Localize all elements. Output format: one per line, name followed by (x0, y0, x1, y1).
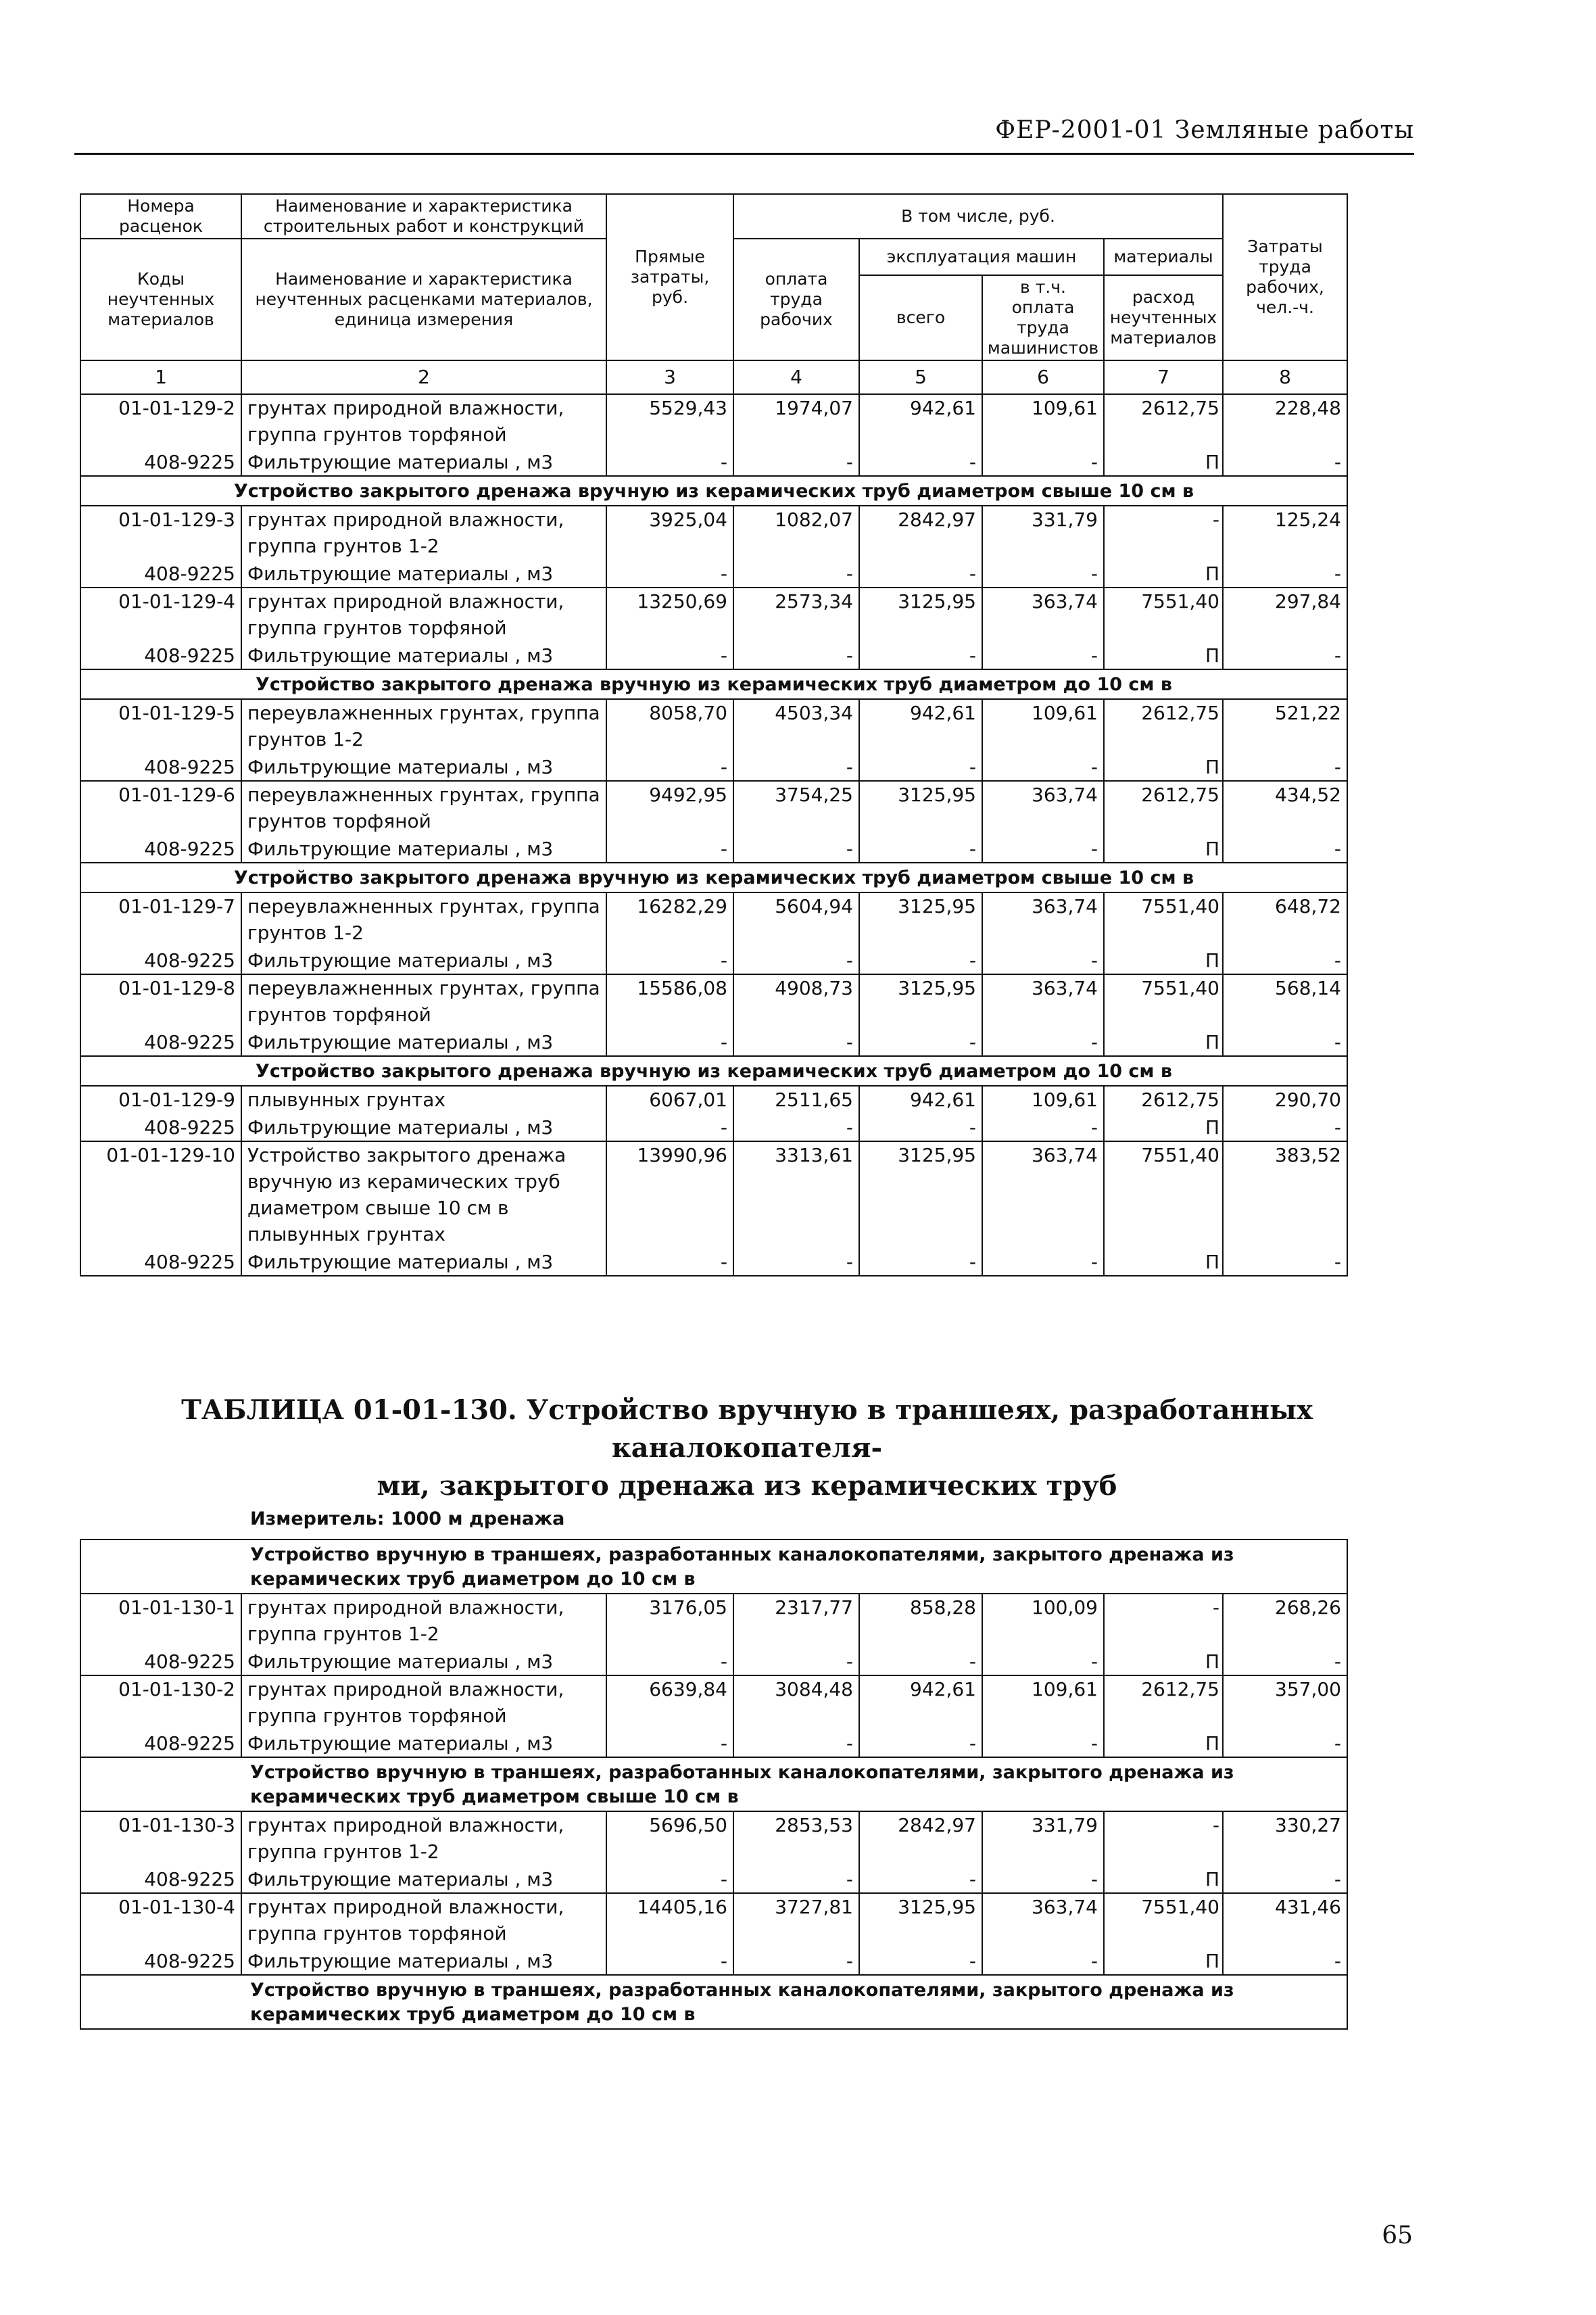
direct-costs: - (606, 835, 733, 863)
labor-costs: 383,52 (1223, 1141, 1347, 1248)
direct-costs: - (606, 1114, 733, 1141)
material-name: Фильтрующие материалы , м3 (241, 448, 606, 476)
direct-costs: - (606, 1947, 733, 1975)
materials: 7551,40 (1104, 892, 1223, 947)
materials: П (1104, 1648, 1223, 1675)
rate-code: 01-01-130-1 (80, 1594, 241, 1648)
rate-row (80, 781, 1347, 835)
rate-row (80, 1675, 1347, 1729)
material-code: 408-9225 (80, 835, 241, 863)
machinist-pay: 331,79 (982, 506, 1104, 560)
worker-pay: 4503,34 (733, 699, 859, 753)
rate-name: грунтах природной влажности, группа грунтов торфяной (241, 588, 606, 642)
materials: 2612,75 (1104, 1086, 1223, 1114)
rate-name: Устройство закрытого дренажа вручную из керамических труб диаметром свыше 10 см в плывунных грунтах (241, 1141, 606, 1248)
rate-name: грунтах природной влажности, группа грунтов 1-2 (241, 506, 606, 560)
direct-costs: 15586,08 (606, 974, 733, 1028)
header-worker-pay: оплата труда рабочих (733, 239, 859, 360)
machinist-pay: - (982, 753, 1104, 781)
material-row (80, 1947, 1347, 1975)
column-number: 2 (241, 360, 606, 394)
materials: П (1104, 1947, 1223, 1975)
material-code: 408-9225 (80, 1947, 241, 1975)
materials: 2612,75 (1104, 1675, 1223, 1729)
machines-total: 942,61 (859, 1675, 982, 1729)
rate-row (80, 699, 1347, 753)
labor-costs: - (1223, 1114, 1347, 1141)
material-row (80, 448, 1347, 476)
header-including: В том числе, руб. (733, 194, 1223, 239)
direct-costs: 16282,29 (606, 892, 733, 947)
header-direct-costs: Прямые затраты, руб. (606, 194, 733, 360)
machines-total: 3125,95 (859, 588, 982, 642)
direct-costs: - (606, 1865, 733, 1893)
material-row (80, 835, 1347, 863)
machines-total: 3125,95 (859, 1141, 982, 1248)
section-heading: Устройство закрытого дренажа вручную из керамических труб диаметром до 10 см в (80, 1056, 1347, 1086)
direct-costs: - (606, 753, 733, 781)
labor-costs: 290,70 (1223, 1086, 1347, 1114)
worker-pay: - (733, 947, 859, 974)
machinist-pay: - (982, 448, 1104, 476)
rate-row (80, 1893, 1347, 1947)
worker-pay: - (733, 1865, 859, 1893)
direct-costs: 6639,84 (606, 1675, 733, 1729)
column-number: 5 (859, 360, 982, 394)
materials: 7551,40 (1104, 1141, 1223, 1248)
machinist-pay: 363,74 (982, 588, 1104, 642)
material-code: 408-9225 (80, 1028, 241, 1056)
direct-costs: 3176,05 (606, 1594, 733, 1648)
material-code: 408-9225 (80, 1648, 241, 1675)
material-code: 408-9225 (80, 1248, 241, 1276)
rate-name: грунтах природной влажности, группа грунтов 1-2 (241, 1811, 606, 1865)
rates-table-130 (80, 1502, 1348, 2030)
labor-costs: - (1223, 947, 1347, 974)
section-row (80, 669, 1347, 699)
section-heading: Устройство вручную в траншеях, разработанных каналокопателями, закрытого дренажа из керамических труб диаметром свыше 10 см в (80, 1757, 1347, 1811)
material-code: 408-9225 (80, 1729, 241, 1757)
materials: П (1104, 1114, 1223, 1141)
rate-code: 01-01-129-9 (80, 1086, 241, 1114)
table-title-line: ТАБЛИЦА 01-01-130. Устройство вручную в траншеях, разработанных каналокопателя- (181, 1394, 1313, 1464)
materials: П (1104, 1028, 1223, 1056)
material-row (80, 1865, 1347, 1893)
machinist-pay: 363,74 (982, 1893, 1104, 1947)
worker-pay: - (733, 1114, 859, 1141)
material-row (80, 560, 1347, 588)
rate-code: 01-01-129-10 (80, 1141, 241, 1248)
labor-costs: 268,26 (1223, 1594, 1347, 1648)
rate-code: 01-01-130-4 (80, 1893, 241, 1947)
rate-code: 01-01-129-6 (80, 781, 241, 835)
header-machinist-pay: в т.ч. оплата труда машинистов (982, 275, 1104, 360)
labor-costs: 297,84 (1223, 588, 1347, 642)
rate-row (80, 974, 1347, 1028)
page-header: ФЕР-2001-01 Земляные работы (995, 116, 1414, 144)
machines-total: - (859, 1729, 982, 1757)
materials: П (1104, 947, 1223, 974)
rate-row (80, 1811, 1347, 1865)
worker-pay: - (733, 1947, 859, 1975)
header-machines-total: всего (859, 275, 982, 360)
machines-total: - (859, 448, 982, 476)
materials: 2612,75 (1104, 394, 1223, 448)
rate-row (80, 1594, 1347, 1648)
material-row (80, 1114, 1347, 1141)
machinist-pay: - (982, 1648, 1104, 1675)
material-name: Фильтрующие материалы , м3 (241, 753, 606, 781)
machinist-pay: - (982, 835, 1104, 863)
direct-costs: - (606, 947, 733, 974)
rate-code: 01-01-129-2 (80, 394, 241, 448)
material-row (80, 1648, 1347, 1675)
direct-costs: 8058,70 (606, 699, 733, 753)
material-row (80, 642, 1347, 669)
worker-pay: - (733, 642, 859, 669)
material-code: 408-9225 (80, 560, 241, 588)
machines-total: - (859, 1028, 982, 1056)
direct-costs: 13250,69 (606, 588, 733, 642)
machinist-pay: 109,61 (982, 699, 1104, 753)
worker-pay: - (733, 1729, 859, 1757)
rate-row (80, 588, 1347, 642)
machines-total: - (859, 1248, 982, 1276)
material-row (80, 1729, 1347, 1757)
machinist-pay: 109,61 (982, 1675, 1104, 1729)
labor-costs: 357,00 (1223, 1675, 1347, 1729)
materials: П (1104, 835, 1223, 863)
machinist-pay: - (982, 947, 1104, 974)
section-heading: Устройство закрытого дренажа вручную из керамических труб диаметром до 10 см в (80, 669, 1347, 699)
materials: - (1104, 1811, 1223, 1865)
direct-costs: 3925,04 (606, 506, 733, 560)
material-name: Фильтрующие материалы , м3 (241, 1947, 606, 1975)
materials: П (1104, 560, 1223, 588)
rate-name: переувлажненных грунтах, группа грунтов торфяной (241, 781, 606, 835)
machinist-pay: - (982, 1947, 1104, 1975)
rate-name: плывунных грунтах (241, 1086, 606, 1114)
machinist-pay: 363,74 (982, 974, 1104, 1028)
materials: 7551,40 (1104, 1893, 1223, 1947)
machines-total: - (859, 1947, 982, 1975)
machines-total: 2842,97 (859, 506, 982, 560)
materials: П (1104, 448, 1223, 476)
section-row (80, 1757, 1347, 1811)
machinist-pay: - (982, 642, 1104, 669)
section-heading: Устройство закрытого дренажа вручную из керамических труб диаметром свыше 10 см в (80, 476, 1347, 506)
worker-pay: - (733, 1248, 859, 1276)
materials: - (1104, 1594, 1223, 1648)
header-machines: эксплуатация машин (859, 239, 1104, 275)
measurement-unit: Измеритель: 1000 м дренажа (80, 1503, 1347, 1540)
rate-code: 01-01-129-8 (80, 974, 241, 1028)
material-name: Фильтрующие материалы , м3 (241, 560, 606, 588)
materials: П (1104, 1248, 1223, 1276)
material-name: Фильтрующие материалы , м3 (241, 1648, 606, 1675)
labor-costs: 125,24 (1223, 506, 1347, 560)
materials: - (1104, 506, 1223, 560)
direct-costs: - (606, 1248, 733, 1276)
direct-costs: - (606, 560, 733, 588)
rate-code: 01-01-130-2 (80, 1675, 241, 1729)
table-title-line: ми, закрытого дренажа из керамических труб (377, 1470, 1117, 1502)
worker-pay: - (733, 1648, 859, 1675)
machinist-pay: 331,79 (982, 1811, 1104, 1865)
section-heading: Устройство закрытого дренажа вручную из керамических труб диаметром свыше 10 см в (80, 863, 1347, 892)
rate-row (80, 1086, 1347, 1114)
worker-pay: - (733, 1028, 859, 1056)
direct-costs: - (606, 642, 733, 669)
material-name: Фильтрующие материалы , м3 (241, 1248, 606, 1276)
materials: П (1104, 753, 1223, 781)
rate-code: 01-01-129-4 (80, 588, 241, 642)
machinist-pay: - (982, 1028, 1104, 1056)
labor-costs: - (1223, 1947, 1347, 1975)
machinist-pay: 109,61 (982, 394, 1104, 448)
section-row (80, 863, 1347, 892)
labor-costs: - (1223, 1865, 1347, 1893)
rate-name: грунтах природной влажности, группа грунтов 1-2 (241, 1594, 606, 1648)
labor-costs: - (1223, 448, 1347, 476)
machines-total: 942,61 (859, 394, 982, 448)
section-heading: Устройство вручную в траншеях, разработанных каналокопателями, закрытого дренажа из керамических труб диаметром до 10 см в (80, 1975, 1347, 2029)
labor-costs: 521,22 (1223, 699, 1347, 753)
worker-pay: 2853,53 (733, 1811, 859, 1865)
labor-costs: 568,14 (1223, 974, 1347, 1028)
rate-code: 01-01-130-3 (80, 1811, 241, 1865)
header-labor-costs: Затраты труда рабочих, чел.-ч. (1223, 194, 1347, 360)
direct-costs: 6067,01 (606, 1086, 733, 1114)
machinist-pay: 363,74 (982, 892, 1104, 947)
worker-pay: 2511,65 (733, 1086, 859, 1114)
materials: П (1104, 1729, 1223, 1757)
material-row (80, 1248, 1347, 1276)
section-row (80, 476, 1347, 506)
labor-costs: 228,48 (1223, 394, 1347, 448)
machines-total: - (859, 1865, 982, 1893)
column-number: 6 (982, 360, 1104, 394)
column-number: 8 (1223, 360, 1347, 394)
material-code: 408-9225 (80, 642, 241, 669)
rate-name: переувлажненных грунтах, группа грунтов 1-2 (241, 892, 606, 947)
section-row (80, 1975, 1347, 2029)
labor-costs: 648,72 (1223, 892, 1347, 947)
worker-pay: 3754,25 (733, 781, 859, 835)
worker-pay: 4908,73 (733, 974, 859, 1028)
material-code: 408-9225 (80, 448, 241, 476)
rate-code: 01-01-129-7 (80, 892, 241, 947)
direct-costs: - (606, 1648, 733, 1675)
machines-total: - (859, 947, 982, 974)
machinist-pay: 109,61 (982, 1086, 1104, 1114)
direct-costs: 13990,96 (606, 1141, 733, 1248)
rate-name: переувлажненных грунтах, группа грунтов 1-2 (241, 699, 606, 753)
worker-pay: - (733, 448, 859, 476)
machines-total: - (859, 1648, 982, 1675)
header-material-consumption: расход неучтенных материалов (1104, 275, 1223, 360)
direct-costs: - (606, 1729, 733, 1757)
machinist-pay: - (982, 1114, 1104, 1141)
worker-pay: 3084,48 (733, 1675, 859, 1729)
rate-code: 01-01-129-5 (80, 699, 241, 753)
section-row (80, 1056, 1347, 1086)
direct-costs: 14405,16 (606, 1893, 733, 1947)
column-number: 3 (606, 360, 733, 394)
worker-pay: - (733, 835, 859, 863)
material-code: 408-9225 (80, 753, 241, 781)
rates-table-129 (80, 193, 1348, 1276)
table-body (80, 1540, 1347, 2029)
labor-costs: - (1223, 753, 1347, 781)
direct-costs: - (606, 1028, 733, 1056)
table-body (80, 394, 1347, 1276)
direct-costs: 5529,43 (606, 394, 733, 448)
rate-row (80, 1141, 1347, 1248)
labor-costs: 431,46 (1223, 1893, 1347, 1947)
labor-costs: 434,52 (1223, 781, 1347, 835)
rate-name: грунтах природной влажности, группа грунтов торфяной (241, 1893, 606, 1947)
rate-name: переувлажненных грунтах, группа грунтов торфяной (241, 974, 606, 1028)
material-name: Фильтрующие материалы , м3 (241, 642, 606, 669)
machines-total: 2842,97 (859, 1811, 982, 1865)
machines-total: 858,28 (859, 1594, 982, 1648)
rate-row (80, 506, 1347, 560)
worker-pay: - (733, 560, 859, 588)
machines-total: - (859, 1114, 982, 1141)
machinist-pay: 363,74 (982, 781, 1104, 835)
machines-total: 3125,95 (859, 974, 982, 1028)
worker-pay: 2317,77 (733, 1594, 859, 1648)
material-name: Фильтрующие материалы , м3 (241, 1028, 606, 1056)
materials: 2612,75 (1104, 699, 1223, 753)
machines-total: - (859, 560, 982, 588)
rate-name: грунтах природной влажности, группа грунтов торфяной (241, 1675, 606, 1729)
material-row (80, 1028, 1347, 1056)
section-row (80, 1540, 1347, 1594)
rate-row (80, 892, 1347, 947)
header-rule (74, 153, 1414, 155)
table-title (74, 1391, 1420, 1505)
rate-code: 01-01-129-3 (80, 506, 241, 560)
material-row (80, 947, 1347, 974)
materials: 2612,75 (1104, 781, 1223, 835)
worker-pay: 3727,81 (733, 1893, 859, 1947)
machinist-pay: - (982, 1729, 1104, 1757)
section-heading: Устройство вручную в траншеях, разработанных каналокопателями, закрытого дренажа из керамических труб диаметром до 10 см в (80, 1540, 1347, 1594)
labor-costs: 330,27 (1223, 1811, 1347, 1865)
material-code: 408-9225 (80, 1865, 241, 1893)
machinist-pay: - (982, 560, 1104, 588)
header-name-top: Наименование и характеристика строительных работ и конструкций (241, 194, 606, 239)
machines-total: 3125,95 (859, 892, 982, 947)
material-name: Фильтрующие материалы , м3 (241, 947, 606, 974)
labor-costs: - (1223, 1648, 1347, 1675)
machinist-pay: 363,74 (982, 1141, 1104, 1248)
header-name-bottom: Наименование и характеристика неучтенных расценками материалов, единица измерения (241, 239, 606, 360)
labor-costs: - (1223, 835, 1347, 863)
materials: П (1104, 1865, 1223, 1893)
header-materials: материалы (1104, 239, 1223, 275)
materials: 7551,40 (1104, 974, 1223, 1028)
worker-pay: 1974,07 (733, 394, 859, 448)
machines-total: - (859, 642, 982, 669)
column-number: 7 (1104, 360, 1223, 394)
materials: 7551,40 (1104, 588, 1223, 642)
machines-total: 3125,95 (859, 1893, 982, 1947)
worker-pay: - (733, 753, 859, 781)
page-number: 65 (1382, 2222, 1413, 2249)
machines-total: 942,61 (859, 1086, 982, 1114)
machines-total: 942,61 (859, 699, 982, 753)
worker-pay: 2573,34 (733, 588, 859, 642)
material-code: 408-9225 (80, 1114, 241, 1141)
worker-pay: 5604,94 (733, 892, 859, 947)
rate-name: грунтах природной влажности, группа грунтов торфяной (241, 394, 606, 448)
material-name: Фильтрующие материалы , м3 (241, 1114, 606, 1141)
material-code: 408-9225 (80, 947, 241, 974)
machinist-pay: 100,09 (982, 1594, 1104, 1648)
machinist-pay: - (982, 1248, 1104, 1276)
material-name: Фильтрующие материалы , м3 (241, 835, 606, 863)
labor-costs: - (1223, 560, 1347, 588)
worker-pay: 1082,07 (733, 506, 859, 560)
material-name: Фильтрующие материалы , м3 (241, 1865, 606, 1893)
rate-row (80, 394, 1347, 448)
labor-costs: - (1223, 642, 1347, 669)
labor-costs: - (1223, 1729, 1347, 1757)
material-row (80, 753, 1347, 781)
direct-costs: - (606, 448, 733, 476)
material-name: Фильтрующие материалы , м3 (241, 1729, 606, 1757)
machinist-pay: - (982, 1865, 1104, 1893)
labor-costs: - (1223, 1248, 1347, 1276)
materials: П (1104, 642, 1223, 669)
header-codes-bottom: Коды неучтенных материалов (80, 239, 241, 360)
machines-total: 3125,95 (859, 781, 982, 835)
worker-pay: 3313,61 (733, 1141, 859, 1248)
header-codes-top: Номера расценок (80, 194, 241, 239)
column-number: 4 (733, 360, 859, 394)
direct-costs: 9492,95 (606, 781, 733, 835)
machines-total: - (859, 835, 982, 863)
column-number: 1 (80, 360, 241, 394)
labor-costs: - (1223, 1028, 1347, 1056)
machines-total: - (859, 753, 982, 781)
direct-costs: 5696,50 (606, 1811, 733, 1865)
